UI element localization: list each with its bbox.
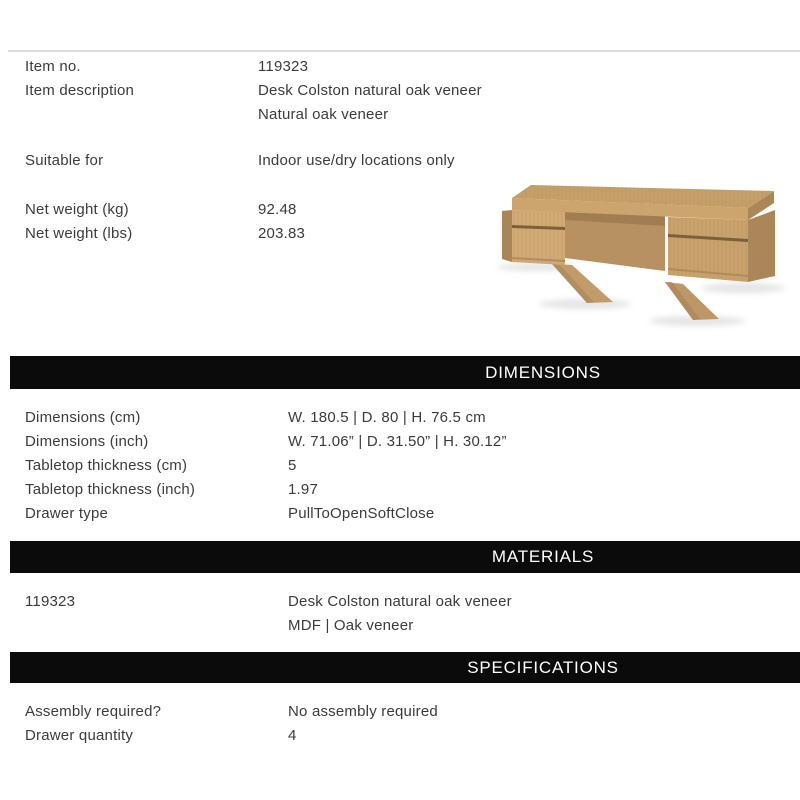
row-label: Suitable for [25,152,104,169]
desk-right-unit-side [748,210,775,282]
dim-row-tabletop-cm [0,457,800,479]
section-title: DIMENSIONS [485,362,601,382]
row-value: Desk Colston natural oak veneer [258,82,482,99]
row-value: 5 [288,457,297,474]
section-banner-materials [10,541,800,573]
row-label: Net weight (kg) [25,201,129,218]
row-label: 119323 [25,593,76,610]
materials-row-line2 [0,617,800,639]
materials-row [0,593,800,615]
info-row-item-description-line2 [0,106,800,128]
row-label: Net weight (lbs) [25,225,133,242]
row-value: Indoor use/dry locations only [258,152,455,169]
dim-row-cm [0,409,800,431]
spec-row-drawer-quantity [0,727,800,749]
row-value: No assembly required [288,703,438,720]
row-value: 1.97 [288,481,318,498]
row-value: W. 180.5 | D. 80 | H. 76.5 cm [288,409,486,426]
spec-row-assembly [0,703,800,725]
row-value: 119323 [258,58,309,75]
desk-left-unit-side [502,210,512,262]
section-title: SPECIFICATIONS [467,657,619,677]
dim-row-tabletop-inch [0,481,800,503]
row-value: W. 71.06” | D. 31.50” | H. 30.12” [288,433,507,450]
row-value: 4 [288,727,297,744]
product-photo-desk [485,172,800,350]
dim-row-drawer-type [0,505,800,527]
section-banner-specifications [10,652,800,683]
info-row-item-description [0,82,800,104]
row-label: Drawer quantity [25,727,134,744]
section-title: MATERIALS [491,547,595,566]
info-row-item-no [0,58,800,80]
row-label: Dimensions (cm) [25,409,141,426]
row-value: Desk Colston natural oak veneer [288,593,512,610]
row-label: Tabletop thickness (cm) [25,457,188,474]
row-label: Item description [25,82,135,99]
row-value: MDF | Oak veneer [288,617,414,634]
desk-left-unit-grain [512,210,565,265]
row-label: Tabletop thickness (inch) [25,481,196,498]
row-label: Item no. [25,58,81,75]
row-value: PullToOpenSoftClose [288,505,435,522]
row-label: Dimensions (inch) [25,433,149,450]
row-value: 203.83 [258,225,306,242]
section-banner-dimensions [10,356,800,389]
info-row-suitable-for [0,152,800,174]
row-value: 92.48 [258,201,297,218]
row-label: Drawer type [25,505,109,522]
top-divider [8,50,800,52]
dim-row-inch [0,433,800,455]
row-label: Assembly required? [25,703,162,720]
row-value: Natural oak veneer [258,106,389,123]
